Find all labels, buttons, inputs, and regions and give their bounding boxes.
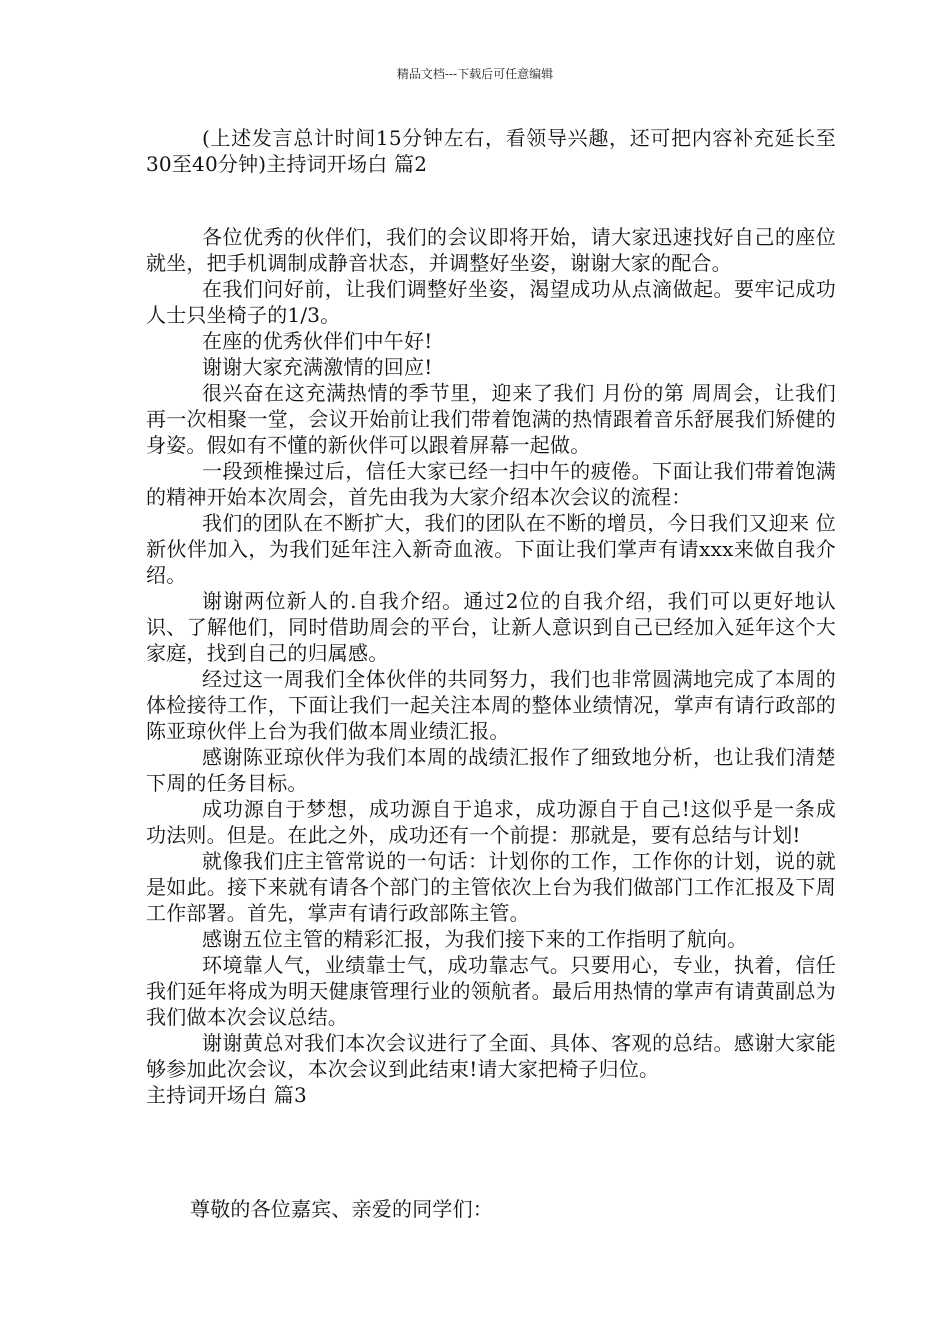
paragraph: 感谢五位主管的精彩汇报，为我们接下来的工作指明了航向。 — [202, 927, 748, 951]
salutation-line: 尊敬的各位嘉宾、亲爱的同学们： — [190, 1197, 493, 1221]
speech-body — [146, 224, 836, 1108]
paragraph: 环境靠人气，业绩靠士气，成功靠志气。只要用心，专业，执着，信任我们延年将成为明天健康管理行业的领航者。最后用热情的掌声有请黄副总为我们做本次会议总结。 — [146, 953, 836, 1029]
paragraph: 我们的团队在不断扩大，我们的团队在不断的增员，今日我们又迎来 位新伙伴加入，为我们延年注入新奇血液。下面让我们掌声有请xxx来做自我介绍。 — [146, 511, 836, 587]
paragraph: 谢谢大家充满激情的回应! — [202, 355, 433, 379]
paragraph: 谢谢黄总对我们本次会议进行了全面、具体、客观的总结。感谢大家能够参加此次会议，本次会议到此结束!请大家把椅子归位。 — [146, 1031, 836, 1081]
intro-note-block — [146, 125, 836, 177]
intro-note-paragraph: (上述发言总计时间15分钟左右，看领导兴趣，还可把内容补充延长至30至40分钟)主持词开场白 篇2 — [146, 126, 836, 176]
section-heading: 主持词开场白 篇3 — [146, 1083, 307, 1107]
paragraph: 各位优秀的伙伴们，我们的会议即将开始，请大家迅速找好自己的座位就坐，把手机调制成静音状态，并调整好坐姿，谢谢大家的配合。 — [146, 225, 836, 275]
paragraph: 一段颈椎操过后，信任大家已经一扫中午的疲倦。下面让我们带着饱满的精神开始本次周会，首先由我为大家介绍本次会议的流程： — [146, 459, 836, 509]
paragraph: 成功源自于梦想，成功源自于追求，成功源自于自己!这似乎是一条成功法则。但是。在此之外，成功还有一个前提：那就是，要有总结与计划! — [146, 797, 836, 847]
paragraph: 经过这一周我们全体伙伴的共同努力，我们也非常圆满地完成了本周的体检接待工作，下面让我们一起关注本周的整体业绩情况，掌声有请行政部的陈亚琼伙伴上台为我们做本周业绩汇报。 — [146, 667, 836, 743]
paragraph: 在座的优秀伙伴们中午好! — [202, 329, 433, 353]
paragraph: 感谢陈亚琼伙伴为我们本周的战绩汇报作了细致地分析，也让我们清楚下周的任务目标。 — [146, 745, 836, 795]
paragraph: 在我们问好前，让我们调整好坐姿，渴望成功从点滴做起。要牢记成功人士只坐椅子的1/3。 — [146, 277, 836, 327]
paragraph: 就像我们庄主管常说的一句话：计划你的工作，工作你的计划，说的就是如此。接下来就有请各个部门的主管依次上台为我们做部门工作汇报及下周工作部署。首先，掌声有请行政部陈主管。 — [146, 849, 836, 925]
paragraph: 很兴奋在这充满热情的季节里，迎来了我们 月份的第 周周会，让我们再一次相聚一堂，会议开始前让我们带着饱满的热情跟着音乐舒展我们矫健的身姿。假如有不懂的新伙伴可以跟着屏幕一起做。 — [146, 381, 836, 457]
page-header: 精品文档---下载后可任意编辑 — [396, 67, 554, 81]
closing-block — [190, 1196, 880, 1222]
paragraph: 谢谢两位新人的.自我介绍。通过2位的自我介绍，我们可以更好地认识、了解他们，同时借助周会的平台，让新人意识到自己已经加入延年这个大家庭，找到自己的归属感。 — [146, 589, 836, 665]
